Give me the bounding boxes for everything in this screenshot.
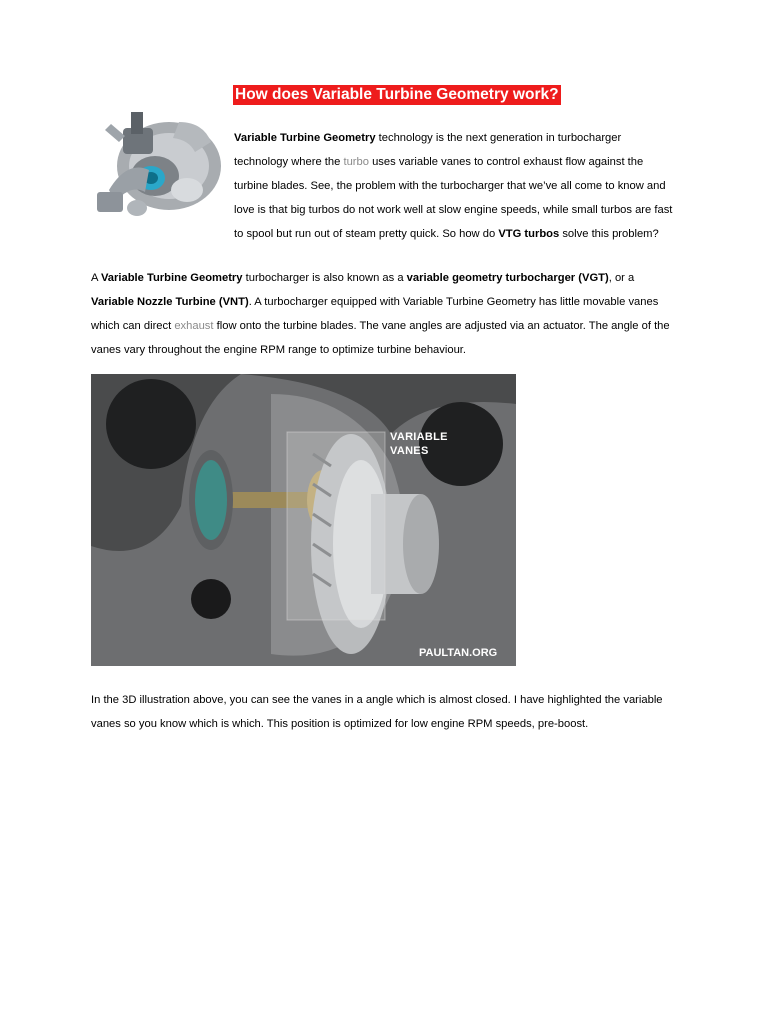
definition-paragraph (91, 266, 691, 362)
title-container (233, 85, 561, 105)
intro-line-1 (234, 126, 684, 150)
figure-label-variable: VARIABLE (390, 431, 448, 443)
intro-text-5a: to spool but run out of steam pretty quick. So how do (234, 228, 499, 240)
figure-credit: PAULTAN.ORG (419, 647, 498, 659)
definition-line-2 (91, 290, 691, 314)
intro-term-vtg-turbos: VTG turbos (498, 228, 560, 240)
definition-text-1a: A (91, 272, 101, 284)
definition-term-vgt: variable geometry turbocharger (VGT) (406, 272, 609, 284)
intro-term-vtg: Variable Turbine Geometry (234, 132, 376, 144)
variable-vanes-cutaway-image (91, 374, 516, 666)
definition-line-4: vanes vary throughout the engine RPM range to optimize turbine behaviour. (91, 344, 467, 356)
intro-line-2 (234, 150, 684, 174)
caption-line-2: vanes so you know which is which. This position is optimized for low engine RPM speeds, pre-boost. (91, 718, 589, 730)
intro-paragraph (234, 126, 684, 246)
definition-text-3c: flow onto the turbine blades. The vane angles are adjusted via an actuator. The angle of the (213, 320, 670, 332)
definition-text-3a: which can direct (91, 320, 175, 332)
page-title: How does Variable Turbine Geometry work? (235, 86, 559, 103)
intro-line-4: love is that big turbos do not work well at slow engine speeds, while small turbos are fast (234, 204, 673, 216)
intro-line-5 (234, 222, 684, 246)
definition-line-3 (91, 314, 691, 338)
turbocharger-thumbnail-image (91, 104, 223, 237)
definition-text-1e: , or a (608, 272, 635, 284)
definition-text-1c: turbocharger is also known as a (242, 272, 407, 284)
intro-text-1: technology is the next generation in turbocharger (375, 132, 622, 144)
definition-term-vnt: Variable Nozzle Turbine (VNT) (91, 296, 249, 308)
caption-line-1: In the 3D illustration above, you can see the vanes in a angle which is almost closed. I have highlighted the variable (91, 694, 663, 706)
exhaust-link[interactable]: exhaust (174, 320, 214, 332)
intro-text-2a: technology where the (234, 156, 344, 168)
definition-term-vtg: Variable Turbine Geometry (100, 272, 243, 284)
turbo-link[interactable]: turbo (343, 156, 369, 168)
figure-label-vanes: VANES (390, 445, 429, 457)
intro-line-3: turbine blades. See, the problem with the turbocharger that we’ve all come to know and (234, 180, 666, 192)
caption-paragraph (91, 688, 691, 736)
definition-text-2c: . A turbocharger equipped with Variable Turbine Geometry has little movable vanes (248, 296, 659, 308)
intro-text-5c: solve this problem? (559, 228, 659, 240)
intro-text-2b: uses variable vanes to control exhaust flow against the (368, 156, 644, 168)
definition-line-1 (91, 266, 691, 290)
